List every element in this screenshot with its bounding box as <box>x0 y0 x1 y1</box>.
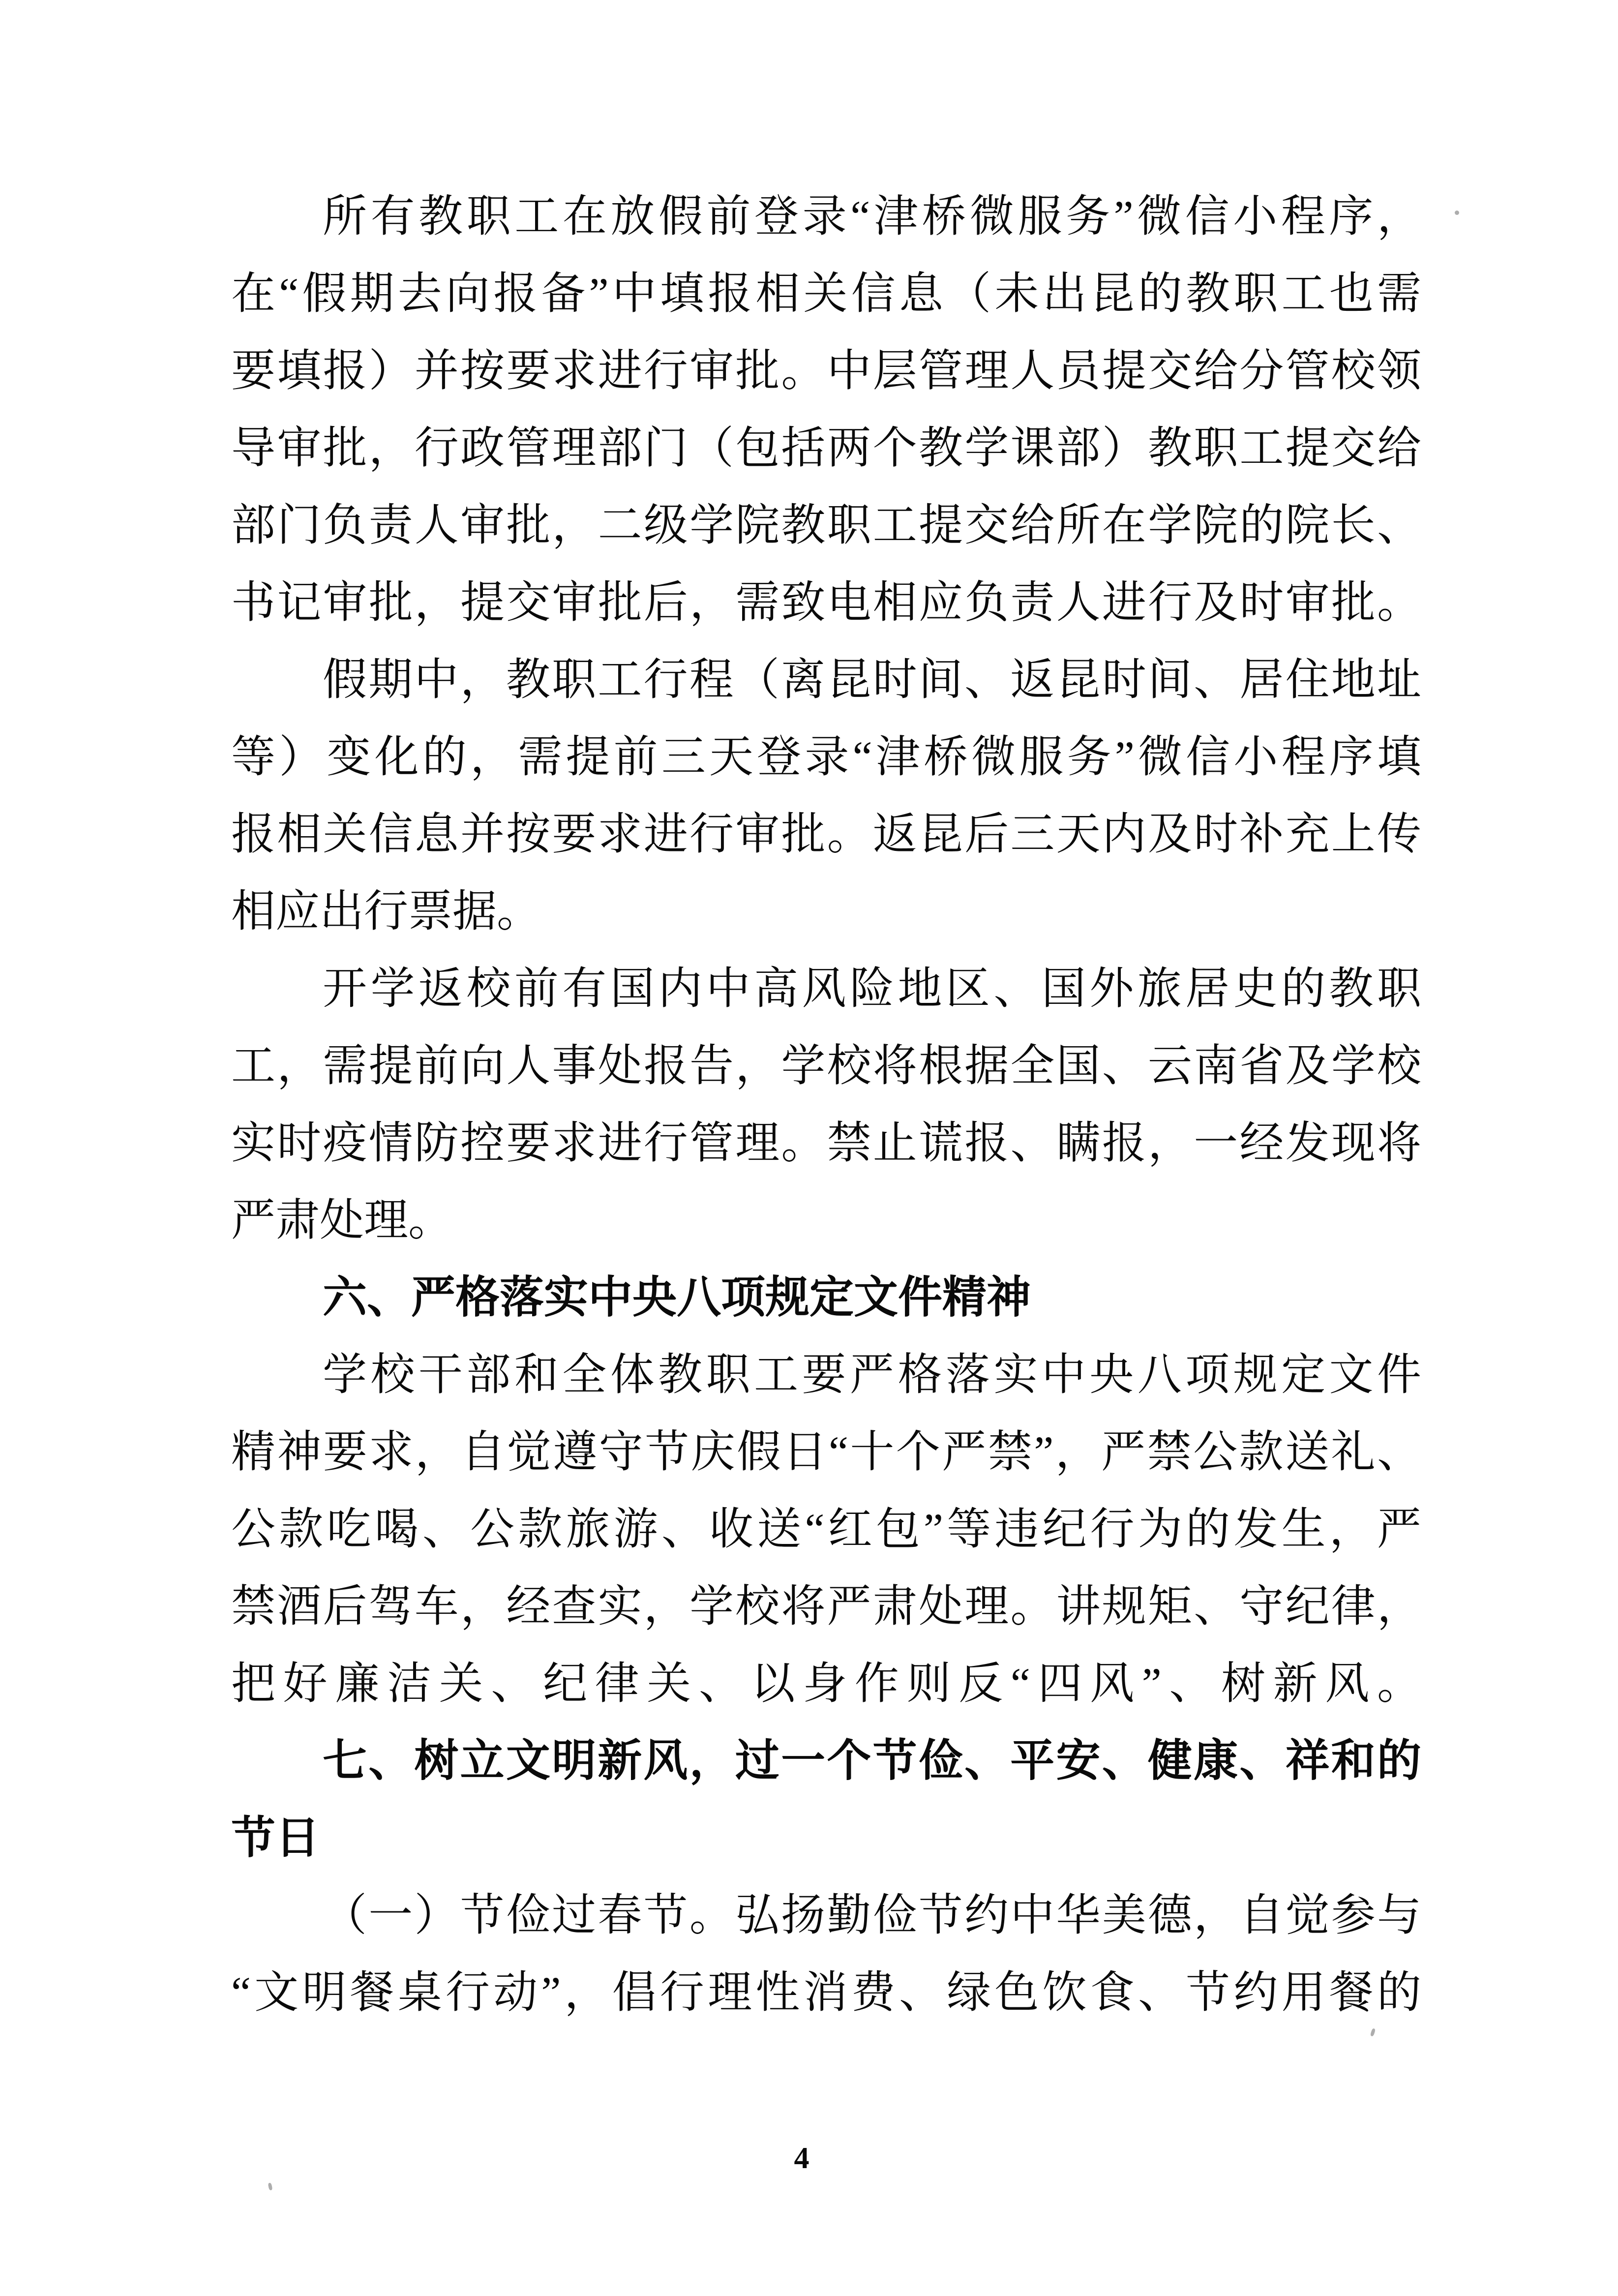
section-heading-7: 七、树立文明新风，过一个节俭、平安、健康、祥和的 <box>323 1737 1421 1785</box>
text-line: 精神要求，自觉遵守节庆假日“十个严禁”，严禁公款送礼、 <box>231 1428 1421 1477</box>
text-line: 书记审批，提交审批后，需致电相应负责人进行及时审批。 <box>231 578 1421 627</box>
document-body <box>231 178 1421 2031</box>
text-line: 开学返校前有国内中高风险地区、国外旅居史的教职 <box>323 965 1421 1013</box>
text-line: 在“假期去向报备”中填报相关信息（未出昆的教职工也需 <box>231 270 1421 318</box>
text-line: （一）节俭过春节。弘扬勤俭节约中华美德，自觉参与 <box>323 1891 1421 1940</box>
text-line: 把好廉洁关、纪律关、以身作则反“四风”、树新风。 <box>231 1660 1421 1708</box>
page-number: 4 <box>794 2142 809 2175</box>
text-line: 相应出行票据。 <box>231 887 541 936</box>
scan-speck <box>268 2182 273 2190</box>
text-line: 等）变化的，需提前三天登录“津桥微服务”微信小程序填 <box>231 733 1421 782</box>
text-line: 所有教职工在放假前登录“津桥微服务”微信小程序， <box>323 192 1421 241</box>
scan-speck <box>1455 211 1459 215</box>
text-line: 严肃处理。 <box>231 1196 452 1245</box>
text-line: 部门负责人审批，二级学院教职工提交给所在学院的院长、 <box>231 501 1421 550</box>
text-line: 要填报）并按要求进行审批。中层管理人员提交给分管校领 <box>231 347 1421 395</box>
section-heading-6: 六、严格落实中央八项规定文件精神 <box>323 1273 1031 1322</box>
text-line: 报相关信息并按要求进行审批。返昆后三天内及时补充上传 <box>231 810 1421 859</box>
text-line: 公款吃喝、公款旅游、收送“红包”等违纪行为的发生，严 <box>231 1505 1421 1554</box>
text-line: “文明餐桌行动”，倡行理性消费、绿色饮食、节约用餐的 <box>231 1968 1421 2017</box>
section-heading-7-cont: 节日 <box>231 1814 320 1863</box>
text-line: 实时疫情防控要求进行管理。禁止谎报、瞒报，一经发现将 <box>231 1119 1421 1168</box>
text-line: 假期中，教职工行程（离昆时间、返昆时间、居住地址 <box>323 656 1421 704</box>
text-line: 禁酒后驾车，经查实，学校将严肃处理。讲规矩、守纪律， <box>231 1582 1421 1631</box>
text-line: 导审批，行政管理部门（包括两个教学课部）教职工提交给 <box>231 424 1421 473</box>
text-line: 学校干部和全体教职工要严格落实中央八项规定文件 <box>323 1351 1421 1399</box>
text-line: 工，需提前向人事处报告，学校将根据全国、云南省及学校 <box>231 1042 1421 1090</box>
